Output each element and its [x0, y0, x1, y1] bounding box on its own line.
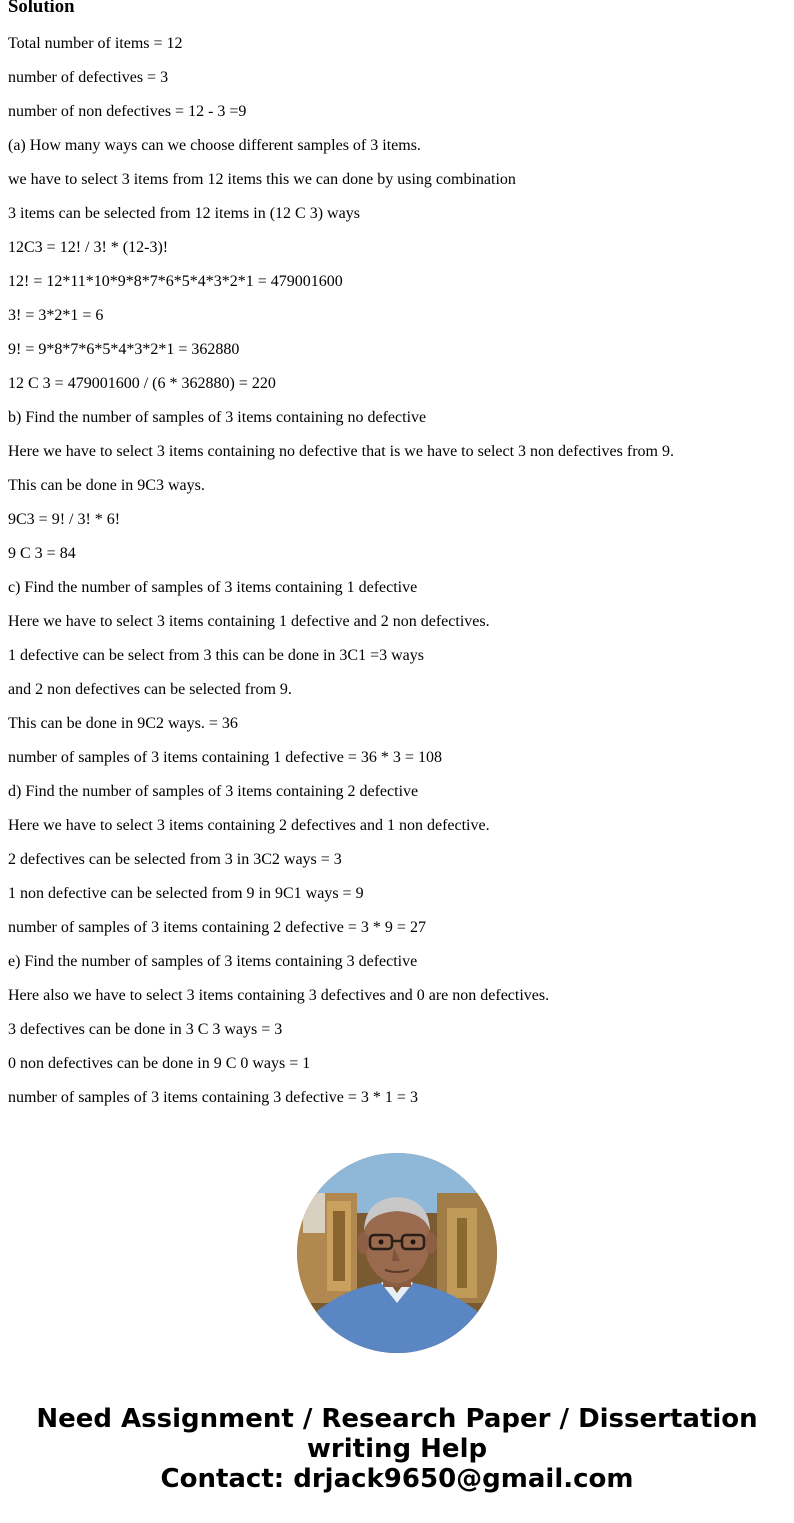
solution-line: 3 items can be selected from 12 items in (12 C 3) ways	[8, 205, 360, 222]
solution-line: e) Find the number of samples of 3 items containing 3 defective	[8, 953, 418, 970]
solution-line: (a) How many ways can we choose different samples of 3 items.	[8, 137, 421, 154]
solution-line: number of samples of 3 items containing 3 defective = 3 * 1 = 3	[8, 1089, 418, 1106]
person-photo-icon	[297, 1153, 497, 1353]
solution-line: 1 defective can be select from 3 this can be done in 3C1 =3 ways	[8, 647, 424, 664]
solution-line: number of non defectives = 12 - 3 =9	[8, 103, 247, 120]
solution-line: 9 C 3 = 84	[8, 545, 76, 562]
solution-line: Total number of items = 12	[8, 35, 183, 52]
promo-contact-email[interactable]: Contact: drjack9650@gmail.com	[160, 1464, 634, 1494]
solution-line: 12 C 3 = 479001600 / (6 * 362880) = 220	[8, 375, 276, 392]
solution-line: 12C3 = 12! / 3! * (12-3)!	[8, 239, 169, 256]
solution-line: we have to select 3 items from 12 items this we can done by using combination	[8, 171, 516, 188]
solution-line: b) Find the number of samples of 3 items containing no defective	[8, 409, 427, 426]
solution-line: This can be done in 9C2 ways. = 36	[8, 715, 238, 732]
solution-line: 0 non defectives can be done in 9 C 0 ways = 1	[8, 1055, 311, 1072]
solution-line: number of samples of 3 items containing 2 defective = 3 * 9 = 27	[8, 919, 426, 936]
solution-line: Here also we have to select 3 items containing 3 defectives and 0 are non defectives.	[8, 987, 550, 1004]
solution-line: 9! = 9*8*7*6*5*4*3*2*1 = 362880	[8, 341, 240, 358]
solution-line: Here we have to select 3 items containing no defective that is we have to select 3 non defectives from 9.	[8, 443, 674, 460]
promo-line-1: Need Assignment / Research Paper / Dissertation	[36, 1404, 758, 1434]
promo-line-2: writing Help	[306, 1434, 488, 1464]
solution-line: Here we have to select 3 items containing 2 defectives and 1 non defective.	[8, 817, 490, 834]
solution-line: 12! = 12*11*10*9*8*7*6*5*4*3*2*1 = 479001600	[8, 273, 343, 290]
promo-banner	[0, 1404, 794, 1494]
solution-line: 1 non defective can be selected from 9 in 9C1 ways = 9	[8, 885, 364, 902]
solution-line: 3! = 3*2*1 = 6	[8, 307, 104, 324]
solution-line: number of samples of 3 items containing 1 defective = 36 * 3 = 108	[8, 749, 442, 766]
solution-line: 9C3 = 9! / 3! * 6!	[8, 511, 121, 528]
solution-line: This can be done in 9C3 ways.	[8, 477, 205, 494]
solution-line: 2 defectives can be selected from 3 in 3C2 ways = 3	[8, 851, 342, 868]
solution-heading: Solution	[8, 0, 75, 17]
solution-body	[8, 34, 788, 1122]
solution-line: d) Find the number of samples of 3 items containing 2 defective	[8, 783, 419, 800]
solution-line: and 2 non defectives can be selected from 9.	[8, 681, 292, 698]
solution-line: c) Find the number of samples of 3 items containing 1 defective	[8, 579, 418, 596]
solution-line: number of defectives = 3	[8, 69, 169, 86]
author-avatar	[297, 1153, 497, 1353]
solution-line: Here we have to select 3 items containing 1 defective and 2 non defectives.	[8, 613, 490, 630]
solution-line: 3 defectives can be done in 3 C 3 ways = 3	[8, 1021, 283, 1038]
